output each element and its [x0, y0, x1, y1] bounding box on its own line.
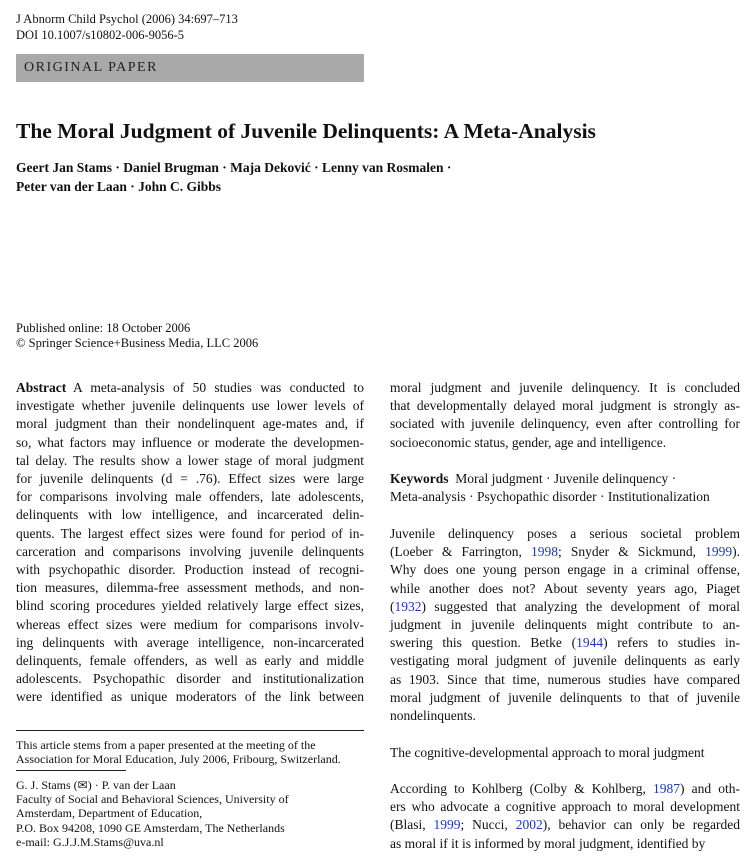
body-line: moral judgment of juvenile delinquents to that of juvenile — [390, 689, 740, 705]
abstract-line: Abstract A meta-analysis of 50 studies was conducted to — [16, 380, 364, 395]
keywords-line-2: Meta-analysis · Psychopathic disorder · Institutionalization — [390, 489, 710, 505]
keywords-label: Keywords — [390, 471, 449, 486]
abstract-line: tion measures, dilemma-free assessment methods, and non- — [16, 580, 364, 596]
body-line: Why does one young person engage in a criminal offense, — [390, 562, 740, 578]
abstract-line: so, what factors may influence or moderate the developmen- — [16, 434, 364, 450]
abstract-line: delinquents with low intelligence, and incarcerated delin- — [16, 507, 364, 523]
citation-link[interactable]: 1987 — [653, 781, 681, 796]
citation-link[interactable]: 1999 — [433, 817, 461, 833]
abstract-line: tal delay. The results show a lower stage of moral judgment — [16, 452, 364, 468]
abstract-line: for juvenile delinquents (d = .76). Effect sizes were large — [16, 471, 364, 487]
doi[interactable]: DOI 10.1007/s10802-006-9056-5 — [16, 28, 185, 42]
footnote-note-line: Association for Moral Education, July 2006, Fribourg, Switzerland. — [16, 752, 341, 767]
abstract-line: ing delinquents with average intelligence, non-incarcerated — [16, 634, 364, 650]
abstract-label: Abstract — [16, 380, 67, 395]
body-line: (1932) suggested that analyzing the development of moral — [390, 598, 740, 614]
section-body — [390, 780, 740, 853]
authors-line-1: Geert Jan Stams · Daniel Brugman · Maja Deković · Lenny van Rosmalen · — [16, 160, 452, 175]
citation-link[interactable]: 1932 — [394, 598, 422, 614]
citation-link[interactable]: 1944 — [576, 635, 604, 651]
article-type-banner — [16, 54, 364, 82]
abstract-line: were identified as unique moderators of the link between — [16, 689, 364, 705]
section-heading: The cognitive-developmental approach to moral judgment — [390, 745, 705, 760]
footnote-short-rule — [16, 770, 126, 771]
abstract — [16, 379, 364, 707]
abstract-continuation — [390, 379, 740, 452]
authors-line-2: Peter van der Laan · John C. Gibbs — [16, 179, 222, 194]
contact-block — [16, 778, 364, 849]
footnote-note — [16, 738, 364, 766]
contact-email[interactable]: e-mail: G.J.J.M.Stams@uva.nl — [16, 834, 164, 849]
copyright: © Springer Science+Business Media, LLC 2006 — [16, 336, 259, 350]
abstract-line: adolescents. Psychopathic disorder and institutionalization — [16, 671, 364, 687]
introduction — [390, 525, 740, 725]
abstract-line: blind scoring procedures yielded relatively large effect sizes, — [16, 598, 364, 614]
abstract-line: investigate whether juvenile delinquents use lower levels of — [16, 398, 364, 414]
body-line: swering this question. Betke (1944) refers to studies in- — [390, 635, 741, 651]
citation-link[interactable]: 1999 — [705, 544, 733, 560]
abstract-line: socioeconomic status, gender, age and intelligence. — [390, 434, 667, 450]
abstract-line: whereas effect sizes were medium for comparisons involv- — [16, 616, 364, 632]
abstract-line: carceration and comparisons involving juvenile delinquents — [16, 543, 364, 559]
body-line: Juvenile delinquency poses a serious societal problem — [390, 526, 740, 541]
abstract-line: with psychopathic disorder. Production instead of recogni- — [16, 562, 364, 578]
footnote-rule — [16, 730, 364, 731]
body-line: (Loeber & Farrington, 1998; Snyder & Sickmund, 1999). — [390, 544, 741, 560]
abstract-line: delinquents, female offenders, as well as early and middle — [16, 653, 364, 669]
body-line: as moral if it is informed by moral judgment, identified by — [390, 835, 706, 851]
body-line: ers who advocate a cognitive approach to moral development — [390, 799, 740, 815]
contact-address: P.O. Box 94208, 1090 GE Amsterdam, The Netherlands — [16, 820, 285, 835]
body-line: while another does not? About seventy years ago, Piaget — [390, 580, 740, 596]
keywords — [390, 470, 740, 506]
article-type-label: ORIGINAL PAPER — [24, 60, 158, 75]
body-line: (Blasi, 1999; Nucci, 2002), behavior can only be regarded — [390, 817, 740, 833]
abstract-line: moral judgment than their nondelinquent age-mates and, if — [16, 416, 364, 432]
citation-link[interactable]: 2002 — [515, 817, 543, 833]
abstract-line: that developmentally delayed moral judgment is strongly as- — [390, 398, 740, 414]
citation-link[interactable]: 1998 — [530, 544, 558, 560]
body-line: nondelinquents. — [390, 708, 476, 724]
paper-title: The Moral Judgment of Juvenile Delinquents: A Meta-Analysis — [16, 119, 596, 143]
abstract-line: quents. The largest effect sizes were found for period of in- — [16, 525, 364, 541]
body-line: judgment in juvenile delinquents might contribute to an- — [390, 617, 740, 633]
contact-author: G. J. Stams (✉) · P. van der Laan — [16, 778, 176, 792]
abstract-line: moral judgment and juvenile delinquency. It is concluded — [390, 380, 740, 395]
contact-affiliation: Faculty of Social and Behavioral Sciences, University of — [16, 792, 289, 807]
journal-citation: J Abnorm Child Psychol (2006) 34:697–713 — [16, 12, 238, 26]
published-online: Published online: 18 October 2006 — [16, 321, 191, 335]
abstract-line: for comparisons involving male offenders, late adolescents, — [16, 489, 364, 505]
body-line: as 1903. Since that time, numerous studies have compared — [390, 671, 740, 687]
keywords-line-1: Moral judgment · Juvenile delinquency · — [455, 471, 677, 486]
body-line: vestigating moral judgment of juvenile delinquents as early — [390, 653, 740, 669]
body-line: According to Kohlberg (Colby & Kohlberg, 1987) and oth- — [390, 781, 740, 796]
contact-affiliation: Amsterdam, Department of Education, — [16, 806, 203, 821]
footnote-note-line: This article stems from a paper presented at the meeting of the — [16, 738, 316, 752]
abstract-line: sociated with juvenile delinquency, even after controlling for — [390, 416, 740, 432]
